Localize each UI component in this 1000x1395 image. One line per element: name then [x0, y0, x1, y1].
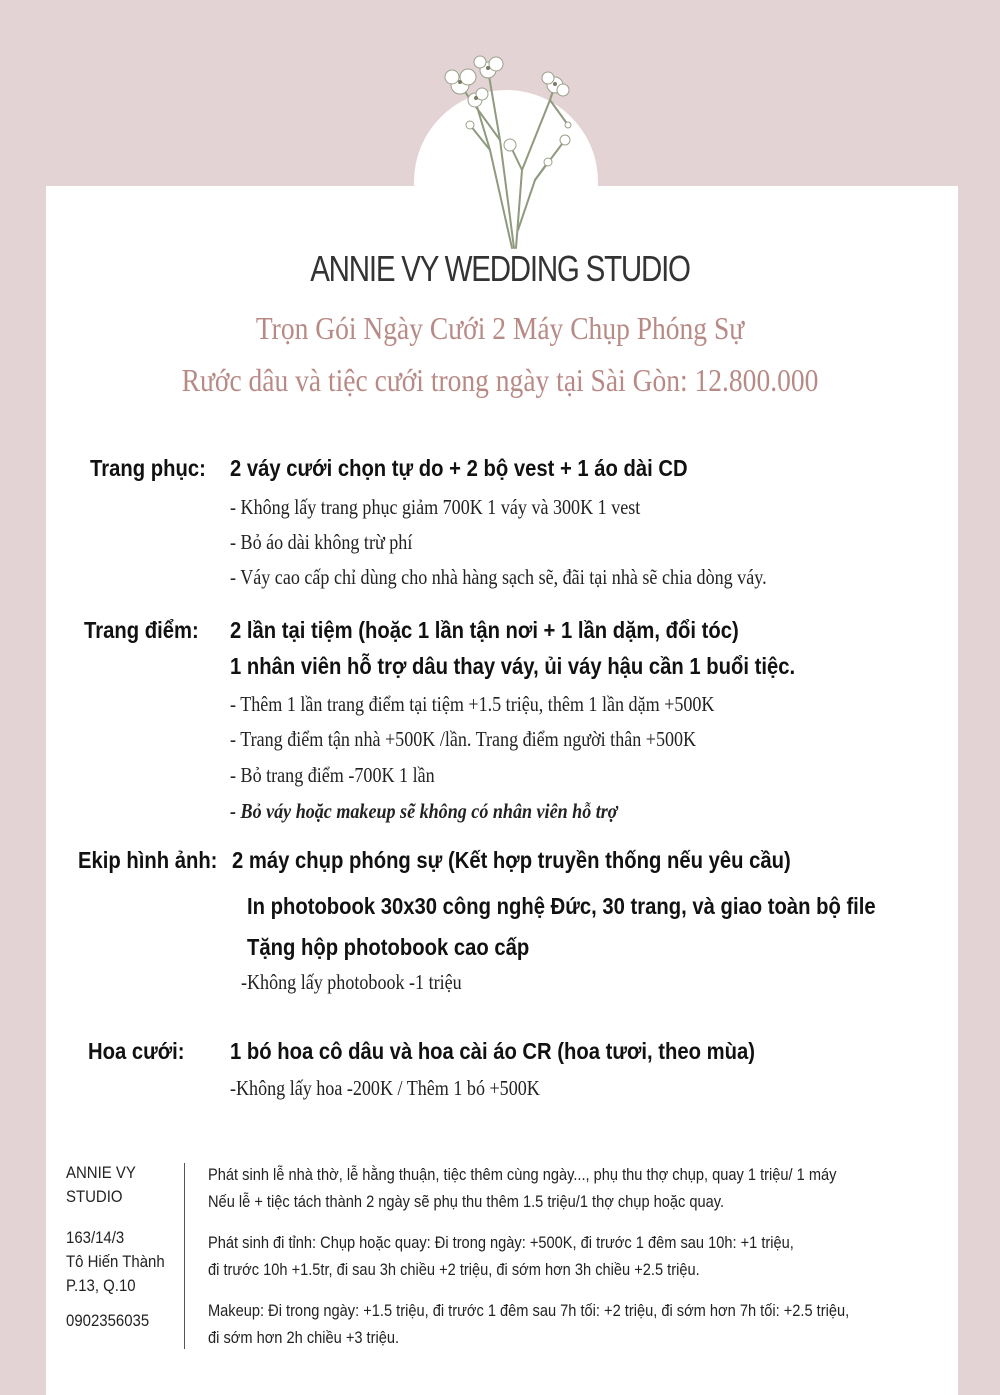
footer-extra-fee-line: Phát sinh lễ nhà thờ, lễ hằng thuận, tiệc thêm cùng ngày..., phụ thu thợ chụp, quay 1 triệu/ 1 máy — [208, 1165, 837, 1184]
footer-extra-fee-line: đi trước 10h +1.5tr, đi sau 3h chiều +2 triệu, đi sớm hơn 3h chiều +2.5 triệu. — [208, 1260, 700, 1279]
costume-note: - Váy cao cấp chỉ dùng cho nhà hàng sạch sẽ, đãi tại nhà sẽ chia dòng váy. — [230, 565, 767, 589]
footer-studio-name — [66, 1161, 136, 1209]
makeup-note: - Thêm 1 lần trang điểm tại tiệm +1.5 triệu, thêm 1 lần dặm +500K — [230, 692, 715, 716]
makeup-note: - Trang điểm tận nhà +500K /lần. Trang điểm người thân +500K — [230, 727, 697, 751]
footer-address-line: P.13, Q.10 — [66, 1276, 136, 1295]
flowers-note: -Không lấy hoa -200K / Thêm 1 bó +500K — [230, 1076, 540, 1100]
footer-extra-fee-line: Phát sinh đi tỉnh: Chụp hoặc quay: Đi trong ngày: +500K, đi trước 1 đêm sau 10h: +1 triệu, — [208, 1233, 794, 1252]
costume-main: 2 váy cưới chọn tự do + 2 bộ vest + 1 áo dài CD — [230, 455, 688, 481]
makeup-main: 2 lần tại tiệm (hoặc 1 lần tận nơi + 1 lần dặm, đổi tóc) — [230, 617, 739, 643]
makeup-main: 1 nhân viên hỗ trợ dâu thay váy, ủi váy hậu cần 1 buổi tiệc. — [230, 653, 796, 679]
photo-main: In photobook 30x30 công nghệ Đức, 30 trang, và giao toàn bộ file — [247, 893, 876, 919]
package-price: Rước dâu và tiệc cưới trong ngày tại Sài Gòn: 12.800.000 — [181, 362, 819, 398]
package-title: Trọn Gói Ngày Cưới 2 Máy Chụp Phóng Sự — [255, 310, 745, 346]
footer-address — [66, 1226, 165, 1298]
makeup-label: Trang điểm: — [84, 617, 199, 643]
makeup-note: - Bỏ váy hoặc makeup sẽ không có nhân viên hỗ trợ — [230, 799, 618, 823]
flowers-label: Hoa cưới: — [88, 1038, 185, 1064]
footer-address-line: 163/14/3 — [66, 1228, 125, 1247]
photo-main: 2 máy chụp phóng sự (Kết hợp truyền thống nếu yêu cầu) — [232, 847, 791, 873]
flowers-main: 1 bó hoa cô dâu và hoa cài áo CR (hoa tươi, theo mùa) — [230, 1038, 756, 1064]
footer-divider — [184, 1163, 185, 1349]
photo-note: -Không lấy photobook -1 triệu — [241, 970, 462, 994]
footer-address-line: Tô Hiến Thành — [66, 1252, 165, 1271]
costume-label: Trang phục: — [90, 455, 206, 481]
studio-title: ANNIE VY WEDDING STUDIO — [310, 248, 690, 289]
footer-studio-line: STUDIO — [66, 1187, 123, 1206]
footer-extra-fee-line: Nếu lễ + tiệc tách thành 2 ngày sẽ phụ thu thêm 1.5 triệu/1 thợ chụp hoặc quay. — [208, 1192, 725, 1211]
costume-note: - Không lấy trang phục giảm 700K 1 váy và 300K 1 vest — [230, 495, 641, 519]
photo-label: Ekip hình ảnh: — [78, 847, 218, 873]
makeup-note: - Bỏ trang điểm -700K 1 lần — [230, 763, 435, 787]
footer-phone: 0902356035 — [66, 1311, 150, 1330]
footer-extra-fee-line: đi sớm hơn 2h chiều +3 triệu. — [208, 1328, 400, 1347]
footer-extra-fee-line: Makeup: Đi trong ngày: +1.5 triệu, đi trước 1 đêm sau 7h tối: +2 triệu, đi sớm hơn 7h tối: +2.5 triệu, — [208, 1301, 850, 1320]
costume-note: - Bỏ áo dài không trừ phí — [230, 530, 413, 554]
footer-studio-line: ANNIE VY — [66, 1163, 136, 1182]
flower-illustration — [430, 30, 590, 250]
photo-main: Tặng hộp photobook cao cấp — [247, 934, 530, 960]
